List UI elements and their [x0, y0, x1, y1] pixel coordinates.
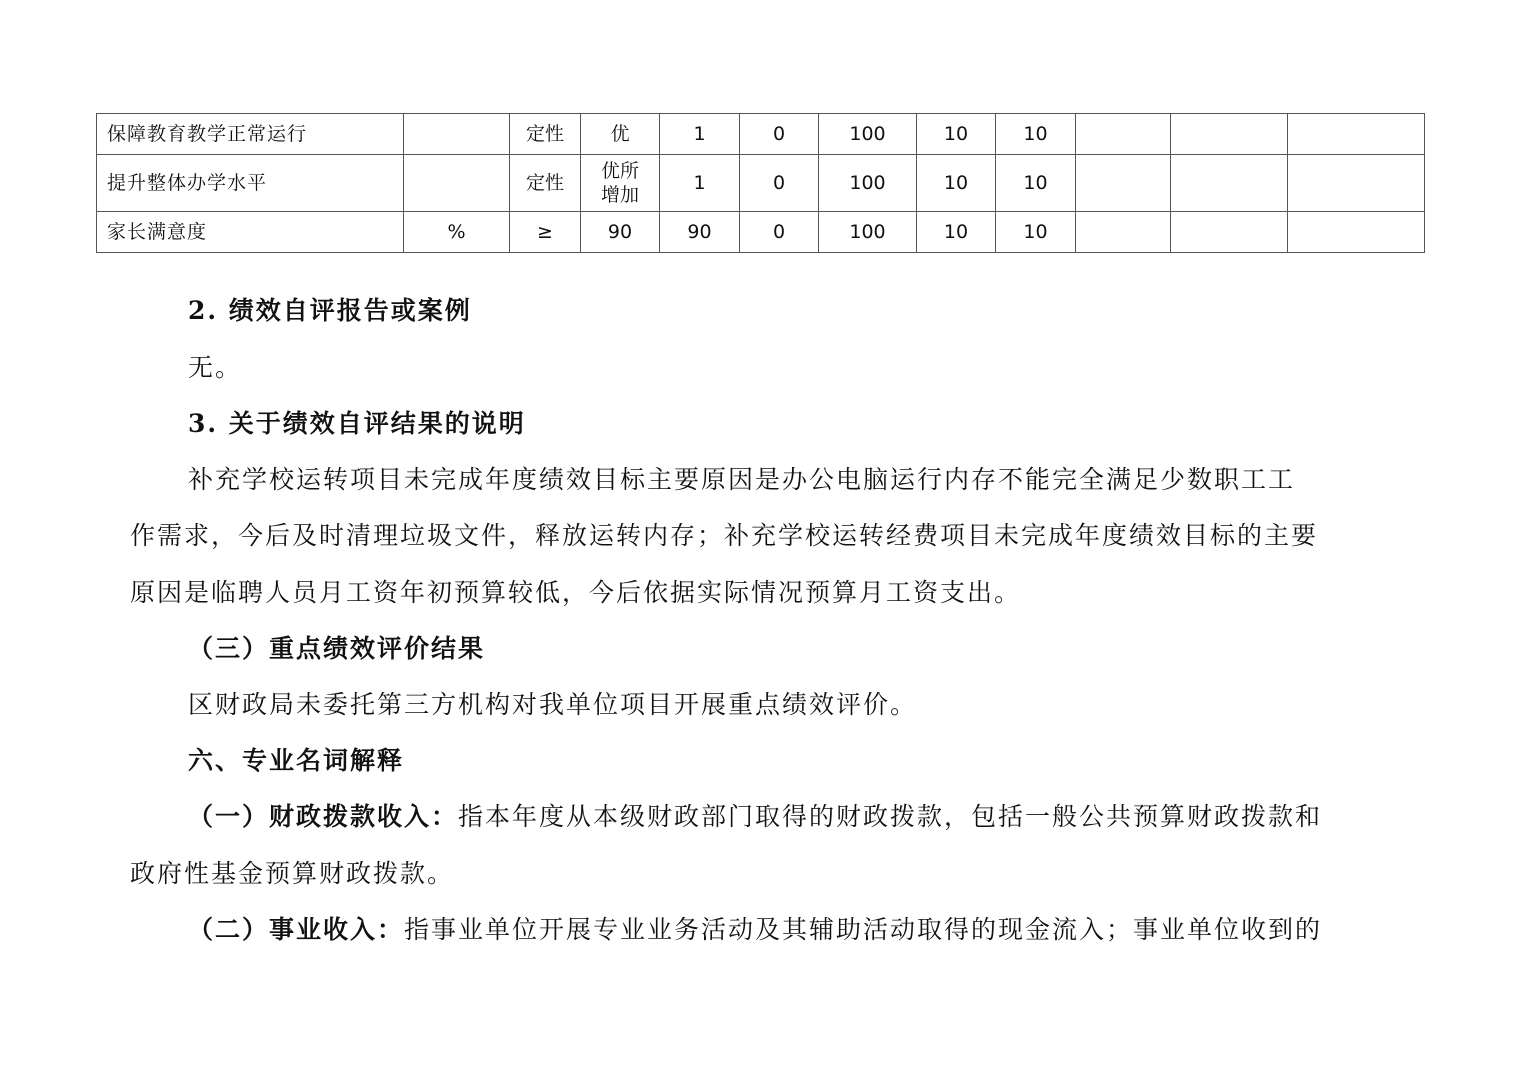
unit-cell — [404, 114, 510, 155]
explanation-line-1: 补充学校运转项目未完成年度绩效目标主要原因是办公电脑运行内存不能完全满足少数职工工 — [188, 465, 1296, 494]
unit-cell: % — [404, 212, 510, 253]
heading-evaluation-explanation: 3. 关于绩效自评结果的说明 — [188, 409, 526, 438]
empty-cell — [1076, 212, 1171, 253]
empty-cell — [1288, 212, 1425, 253]
table-row — [97, 155, 1425, 212]
operator-cell: ≥ — [510, 212, 581, 253]
key-evaluation-body: 区财政局未委托第三方机构对我单位项目开展重点绩效评价。 — [188, 690, 918, 719]
empty-cell — [1171, 114, 1288, 155]
score-cell: 10 — [917, 212, 996, 253]
target-cell: 优 — [581, 114, 660, 155]
heading-terms: 六、专业名词解释 — [188, 746, 405, 775]
target-cell: 优所增加 — [581, 155, 660, 212]
heading-key-evaluation: （三）重点绩效评价结果 — [188, 634, 486, 663]
indicator-name: 家长满意度 — [97, 212, 404, 253]
operator-cell: 定性 — [510, 114, 581, 155]
term-1-line-2: 政府性基金预算财政拨款。 — [130, 859, 455, 888]
weight-cell: 0 — [740, 155, 819, 212]
empty-cell — [1171, 155, 1288, 212]
empty-cell — [1288, 155, 1425, 212]
term-2-text: 指事业单位开展专业业务活动及其辅助活动取得的现金流入；事业单位收到的 — [404, 915, 1323, 944]
term-2-label: （二）事业收入： — [188, 915, 405, 944]
term-2-line-1 — [188, 915, 1322, 945]
full-score-cell: 100 — [819, 155, 917, 212]
score-cell: 10 — [917, 155, 996, 212]
empty-cell — [1288, 114, 1425, 155]
explanation-line-2: 作需求，今后及时清理垃圾文件，释放运转内存；补充学校运转经费项目未完成年度绩效目标的主要 — [130, 521, 1319, 550]
empty-cell — [1076, 114, 1171, 155]
performance-table — [96, 113, 1425, 253]
operator-cell: 定性 — [510, 155, 581, 212]
full-score-cell: 100 — [819, 212, 917, 253]
score-cell: 10 — [917, 114, 996, 155]
table-row — [97, 212, 1425, 253]
actual-cell: 90 — [660, 212, 740, 253]
weight-cell: 0 — [740, 114, 819, 155]
self-evaluation-report-body: 无。 — [188, 353, 243, 382]
score-cell: 10 — [996, 212, 1076, 253]
term-1-label: （一）财政拨款收入： — [188, 802, 459, 831]
table-row — [97, 114, 1425, 155]
heading-self-evaluation-report: 2. 绩效自评报告或案例 — [188, 296, 472, 325]
indicator-name: 提升整体办学水平 — [97, 155, 404, 212]
explanation-line-3: 原因是临聘人员月工资年初预算较低，今后依据实际情况预算月工资支出。 — [130, 578, 1022, 607]
term-1-line-1 — [188, 802, 1322, 832]
empty-cell — [1076, 155, 1171, 212]
indicator-name: 保障教育教学正常运行 — [97, 114, 404, 155]
empty-cell — [1171, 212, 1288, 253]
score-cell: 10 — [996, 155, 1076, 212]
actual-cell: 1 — [660, 114, 740, 155]
unit-cell — [404, 155, 510, 212]
term-1-text: 指本年度从本级财政部门取得的财政拨款，包括一般公共预算财政拨款和 — [458, 802, 1323, 831]
full-score-cell: 100 — [819, 114, 917, 155]
score-cell: 10 — [996, 114, 1076, 155]
target-cell: 90 — [581, 212, 660, 253]
actual-cell: 1 — [660, 155, 740, 212]
weight-cell: 0 — [740, 212, 819, 253]
